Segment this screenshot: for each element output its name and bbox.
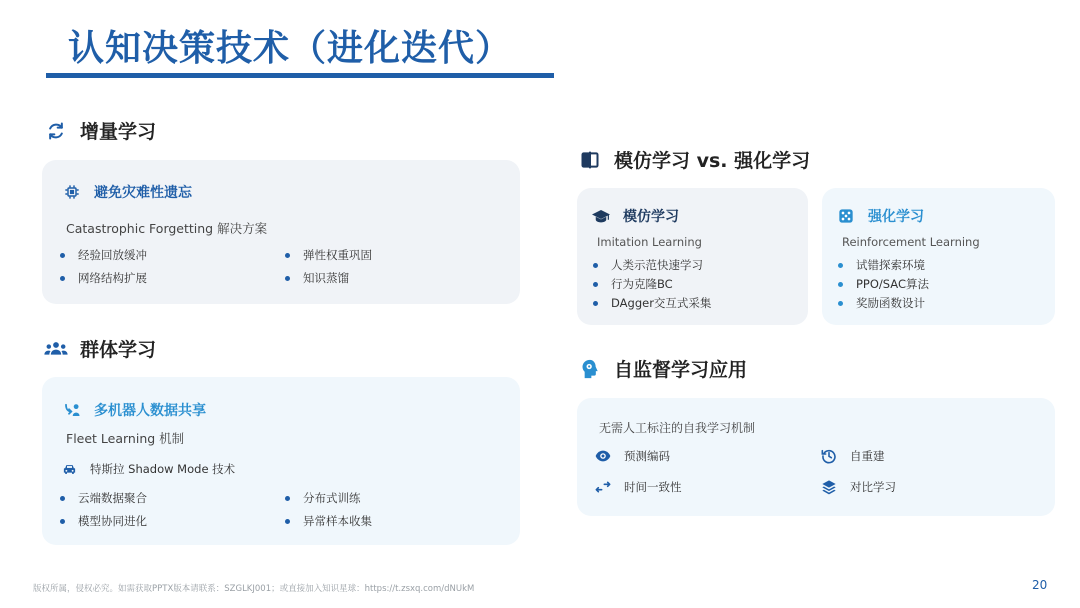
page-number: 20 <box>1032 578 1048 592</box>
layers-icon <box>820 478 838 496</box>
section-swarm-heading <box>44 335 156 362</box>
section-self-supervised-title: 自监督学习应用 <box>614 359 748 381</box>
section-incremental-heading <box>44 117 156 144</box>
brain-icon <box>578 357 602 381</box>
reinforcement-card <box>822 188 1055 325</box>
list-item: 行为克隆BC <box>593 276 673 292</box>
feature-self-reconstruction: 自重建 <box>820 447 885 465</box>
title-underline <box>46 73 554 78</box>
list-item: 异常样本收集 <box>285 513 372 529</box>
list-item: 弹性权重巩固 <box>285 247 372 263</box>
page-title: 认知决策技术（进化迭代） <box>68 28 513 69</box>
incremental-card-title: 避免灾难性遗忘 <box>94 185 192 201</box>
car-icon <box>60 460 78 478</box>
list-item: 分布式训练 <box>285 490 361 506</box>
swarm-card-subtitle: Fleet Learning 机制 <box>66 431 185 446</box>
list-item: 经验回放缓冲 <box>60 247 147 263</box>
list-item: 网络结构扩展 <box>60 270 147 286</box>
footer-copyright: 版权所属，侵权必究。如需获取PPTX版本请联系：SZGLKJ001；或直接加入知识星球：https://t.zsxq.com/dNUkM <box>33 584 475 594</box>
graduation-cap-icon <box>591 206 611 226</box>
section-self-supervised-heading <box>578 355 747 382</box>
dice-icon <box>836 206 856 226</box>
section-swarm-title: 群体学习 <box>80 339 157 361</box>
history-icon <box>820 447 838 465</box>
reinforcement-card-title: 强化学习 <box>868 209 924 225</box>
list-item: 人类示范快速学习 <box>593 257 703 273</box>
list-item: 云端数据聚合 <box>60 490 147 506</box>
refresh-icon <box>44 119 68 143</box>
imitation-card <box>577 188 808 325</box>
eye-icon <box>594 447 612 465</box>
list-item: DAgger交互式采集 <box>593 295 711 311</box>
section-compare-heading <box>578 146 810 173</box>
imitation-card-title: 模仿学习 <box>623 209 679 225</box>
self-supervised-card <box>577 398 1055 516</box>
feature-predictive-coding: 预测编码 <box>594 447 670 465</box>
swap-icon <box>594 478 612 496</box>
share-icon <box>62 400 82 420</box>
tesla-shadow-mode: 特斯拉 Shadow Mode 技术 <box>60 460 235 478</box>
imitation-card-subtitle: Imitation Learning <box>597 235 702 249</box>
feature-contrastive-learning: 对比学习 <box>820 478 896 496</box>
section-compare-title: 模仿学习 vs. 强化学习 <box>614 150 811 172</box>
compare-icon <box>578 148 602 172</box>
list-item: 奖励函数设计 <box>838 295 925 311</box>
users-icon <box>44 337 68 361</box>
chip-icon <box>62 182 82 202</box>
section-incremental-title: 增量学习 <box>80 121 157 143</box>
list-item: 模型协同进化 <box>60 513 147 529</box>
list-item: 试错探索环境 <box>838 257 925 273</box>
swarm-card-title: 多机器人数据共享 <box>94 403 206 419</box>
incremental-card-subtitle: Catastrophic Forgetting 解决方案 <box>66 221 268 236</box>
swarm-card <box>42 377 520 545</box>
reinforcement-card-subtitle: Reinforcement Learning <box>842 235 980 249</box>
feature-temporal-consistency: 时间一致性 <box>594 478 682 496</box>
self-supervised-subtitle: 无需人工标注的自我学习机制 <box>599 421 756 435</box>
incremental-card <box>42 160 520 304</box>
list-item: 知识蒸馏 <box>285 270 349 286</box>
list-item: PPO/SAC算法 <box>838 276 929 292</box>
